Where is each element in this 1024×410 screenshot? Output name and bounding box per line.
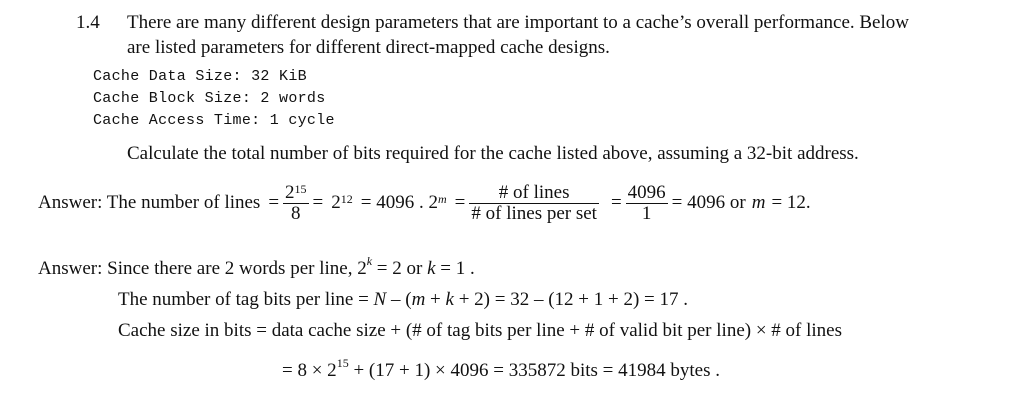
frac3-den: 1 — [641, 202, 652, 224]
problem-intro-line2: are listed parameters for different direct-mapped cache designs. — [127, 37, 610, 58]
m-var: m — [751, 192, 766, 213]
answer1-fraction-lines — [283, 183, 309, 224]
answer1-eq3: = — [454, 192, 466, 213]
frac2-den: # of lines per set — [471, 202, 597, 224]
tag-bits-a: – ( — [386, 289, 412, 310]
k-var: k — [427, 258, 436, 279]
param-data-size: Cache Data Size: 32 KiB — [93, 68, 307, 85]
answer1-mid: = 4096 . 2 — [360, 192, 438, 213]
tag-bits-b: + — [425, 289, 446, 310]
param-block-size: Cache Block Size: 2 words — [93, 90, 326, 107]
frac2-num: # of lines — [498, 181, 570, 203]
cache-size-b: + (17 + 1) × 4096 = 335872 bits = 41984 bytes . — [348, 360, 720, 381]
pow-base: 2 — [331, 192, 341, 213]
answer1-prefix: Answer: The number of lines — [38, 192, 261, 213]
k-var2: k — [445, 289, 454, 310]
answer2-line1 — [38, 254, 475, 280]
problem-number: 1.4 — [76, 12, 100, 33]
cache-size-a: = 8 × 2 — [282, 360, 337, 381]
cache-size-exp: 15 — [336, 356, 349, 370]
answer2-line1-mid: = 2 or — [372, 258, 428, 279]
answer1-eq: = — [268, 192, 280, 213]
frac3-num: 4096 — [627, 181, 666, 203]
answer2-line1-prefix: Answer: Since there are 2 words per line, 2 — [38, 258, 367, 279]
answer1-eq4: = — [610, 192, 622, 213]
answer2-line1-end: = 1 . — [435, 258, 475, 279]
answer1-tail: = 4096 or — [671, 192, 746, 213]
pow-exp: 12 — [340, 191, 353, 206]
answer2-line4 — [282, 356, 720, 382]
answer1-eq2: = — [312, 192, 324, 213]
answer1-fraction-set — [469, 183, 599, 224]
n-var: N — [373, 289, 387, 310]
answer2-line3: Cache size in bits = data cache size + (# of tag bits per line + # of valid bit per line) × # of lines — [118, 320, 843, 341]
question-text: Calculate the total number of bits required for the cache listed above, assuming a 32-bit address. — [127, 143, 859, 164]
problem-intro-line1: There are many different design parameters that are important to a cache’s overall performance. Below — [127, 12, 909, 33]
answer1-equation — [38, 178, 811, 228]
param-access-time: Cache Access Time: 1 cycle — [93, 112, 335, 129]
frac1-num-base: 2 — [285, 181, 295, 203]
frac1-den: 8 — [291, 202, 301, 224]
answer2-line2 — [118, 289, 688, 311]
answer1-tail2: = 12. — [771, 192, 811, 213]
m-exp: m — [437, 191, 447, 206]
tag-bits-prefix: The number of tag bits per line = — [118, 289, 374, 310]
answer1-fraction-values — [626, 183, 668, 224]
tag-bits-c: + 2) = 32 – (12 + 1 + 2) = 17 . — [453, 289, 689, 310]
k-exp: k — [366, 254, 373, 268]
frac1-num-exp: 15 — [294, 181, 307, 196]
m-var2: m — [411, 289, 426, 310]
